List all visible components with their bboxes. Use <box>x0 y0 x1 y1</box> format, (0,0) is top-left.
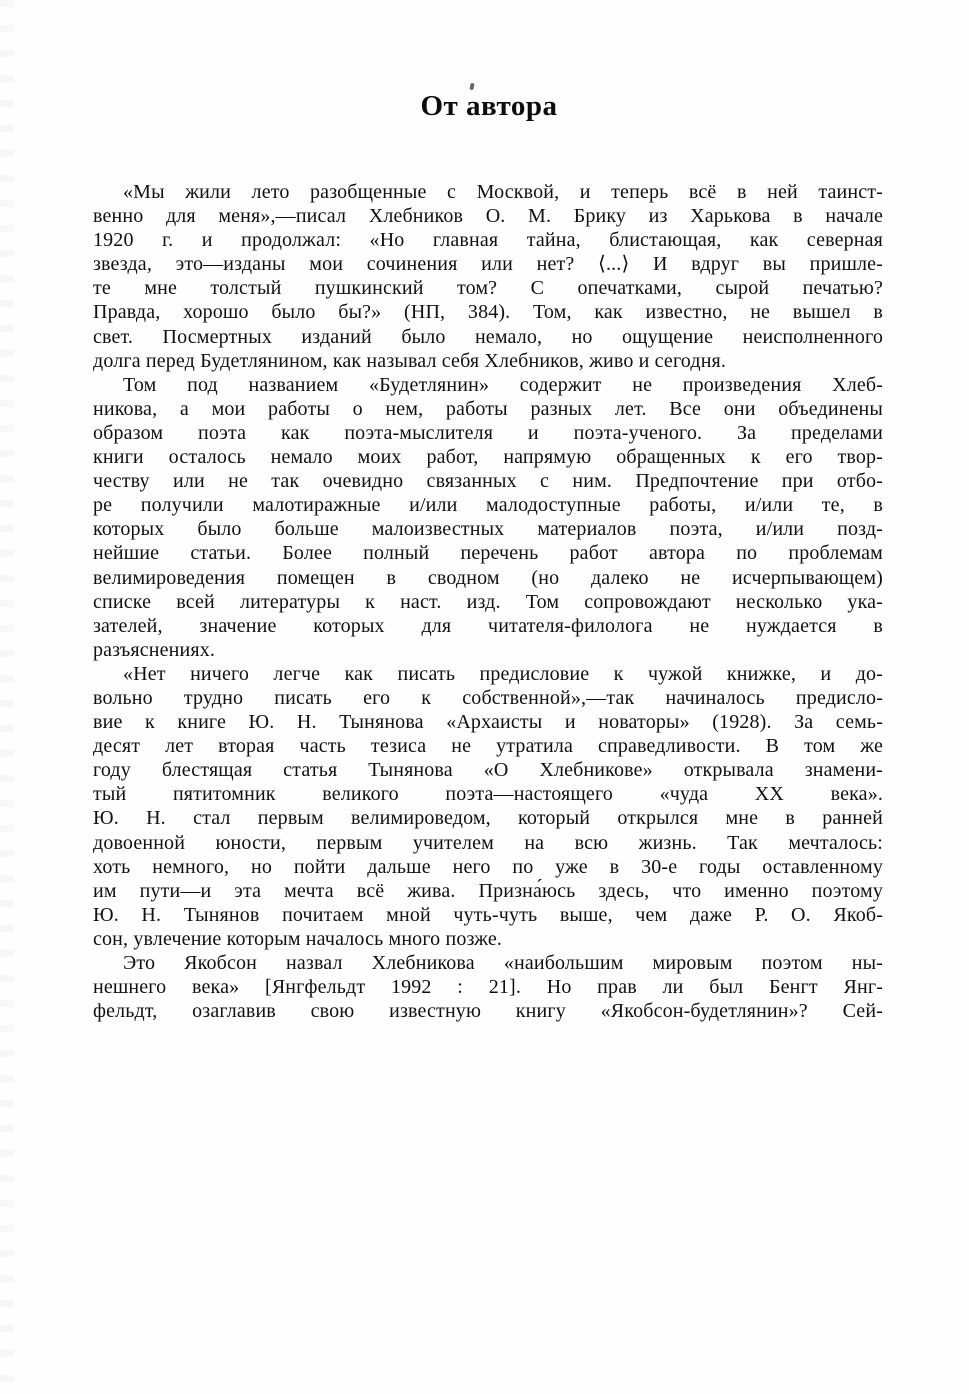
text-line: образом поэта как поэта-мыслителя и поэта-ученого. За пределами <box>93 421 883 444</box>
text-line: велимироведения помещен в сводном (но далеко не исчерпывающем) <box>93 566 883 589</box>
text-line: Том под названием «Будетлянин» содержит не произведения Хлеб- <box>123 373 883 396</box>
text-line: десят лет вторая часть тезиса не утратила справедливости. В том же <box>93 735 883 758</box>
text-line: ре получили малотиражные и/или малодоступные работы, и/или те, в <box>93 494 883 517</box>
text-line: списке всей литературы к наст. изд. Том сопровождают несколько ука- <box>93 590 883 613</box>
text-line: довоенной юности, первым учителем на всю жизнь. Так мечталось: <box>93 831 883 854</box>
text-line: сон, увлечение которым началось много позже. <box>93 927 503 950</box>
text-line: нешнего века» [Янгфельдт 1992 : 21]. Но прав ли был Бенгт Янг- <box>93 976 883 999</box>
text-line: долга перед Будетлянином, как называл себя Хлебников, живо и сегодня. <box>93 349 727 372</box>
text-line: честву или не так очевидно связанных с ним. Предпочтение при отбо- <box>93 470 883 493</box>
text-line: звезда, это—изданы мои сочинения или нет? ⟨...⟩ И вдруг вы пришле- <box>93 253 883 276</box>
text-line: Это Якобсон назвал Хлебникова «наибольшим мировым поэтом ны- <box>123 952 883 974</box>
text-line: Правда, хорошо было бы?» (НП, 384). Том, как известно, не вышел в <box>93 301 883 324</box>
text-line: венно для меня»,—писал Хлебников О. М. Брику из Харькова в начале <box>93 205 883 228</box>
text-line: 1920 г. и продолжал: «Но главная тайна, блистающая, как северная <box>93 229 883 252</box>
text-block <box>93 180 883 1023</box>
scan-edge-artifact <box>0 0 14 1394</box>
text-line: свет. Посмертных изданий было немало, но ощущение неисполненного <box>93 325 883 348</box>
text-line: те мне толстый пушкинский том? С опечатками, сырой печатью? <box>93 277 883 300</box>
text-line: зателей, значение которых для читателя-филолога не нуждается в <box>93 614 883 637</box>
text-line: вие к книге Ю. Н. Тынянова «Архаисты и новаторы» (1928). За семь- <box>93 711 883 734</box>
text-line: году блестящая статья Тынянова «О Хлебникове» открывала знамени- <box>93 759 883 782</box>
text-line: им пути—и эта мечта всё жива. Призна́юсь здесь, что именно поэтому <box>93 879 883 902</box>
text-line: никова, а мои работы о нем, работы разных лет. Все они объединены <box>93 397 883 420</box>
text-line: хоть немного, но пойти дальше него по уже в 30-е годы оставленному <box>93 855 883 878</box>
text-line: разъяснениях. <box>93 638 215 661</box>
text-line: книги осталось немало моих работ, напрямую обращенных к его твор- <box>93 446 883 469</box>
text-line: которых было больше малоизвестных материалов поэта, и/или позд- <box>93 518 883 541</box>
text-line: «Нет ничего легче как писать предисловие к чужой книжке, и до- <box>123 662 883 685</box>
text-line: Ю. Н. Тынянов почитаем мной чуть-чуть выше, чем даже Р. О. Якоб- <box>93 903 883 926</box>
text-line: нейшие статьи. Более полный перечень работ автора по проблемам <box>93 542 883 565</box>
page-title: От автора <box>420 90 558 122</box>
text-line: Ю. Н. стал первым велимироведом, который открылся мне в ранней <box>93 807 883 830</box>
text-line: вольно трудно писать его к собственной»,—так начиналось предисло- <box>93 686 883 709</box>
text-line: тый пятитомник великого поэта—настоящего «чуда XX века». <box>93 783 883 806</box>
text-line: «Мы жили лето разобщенные с Москвой, и теперь всё в ней таинст- <box>123 181 883 203</box>
text-line: фельдт, озаглавив свою известную книгу «Якобсон-будетлянин»? Сей- <box>93 1000 883 1023</box>
